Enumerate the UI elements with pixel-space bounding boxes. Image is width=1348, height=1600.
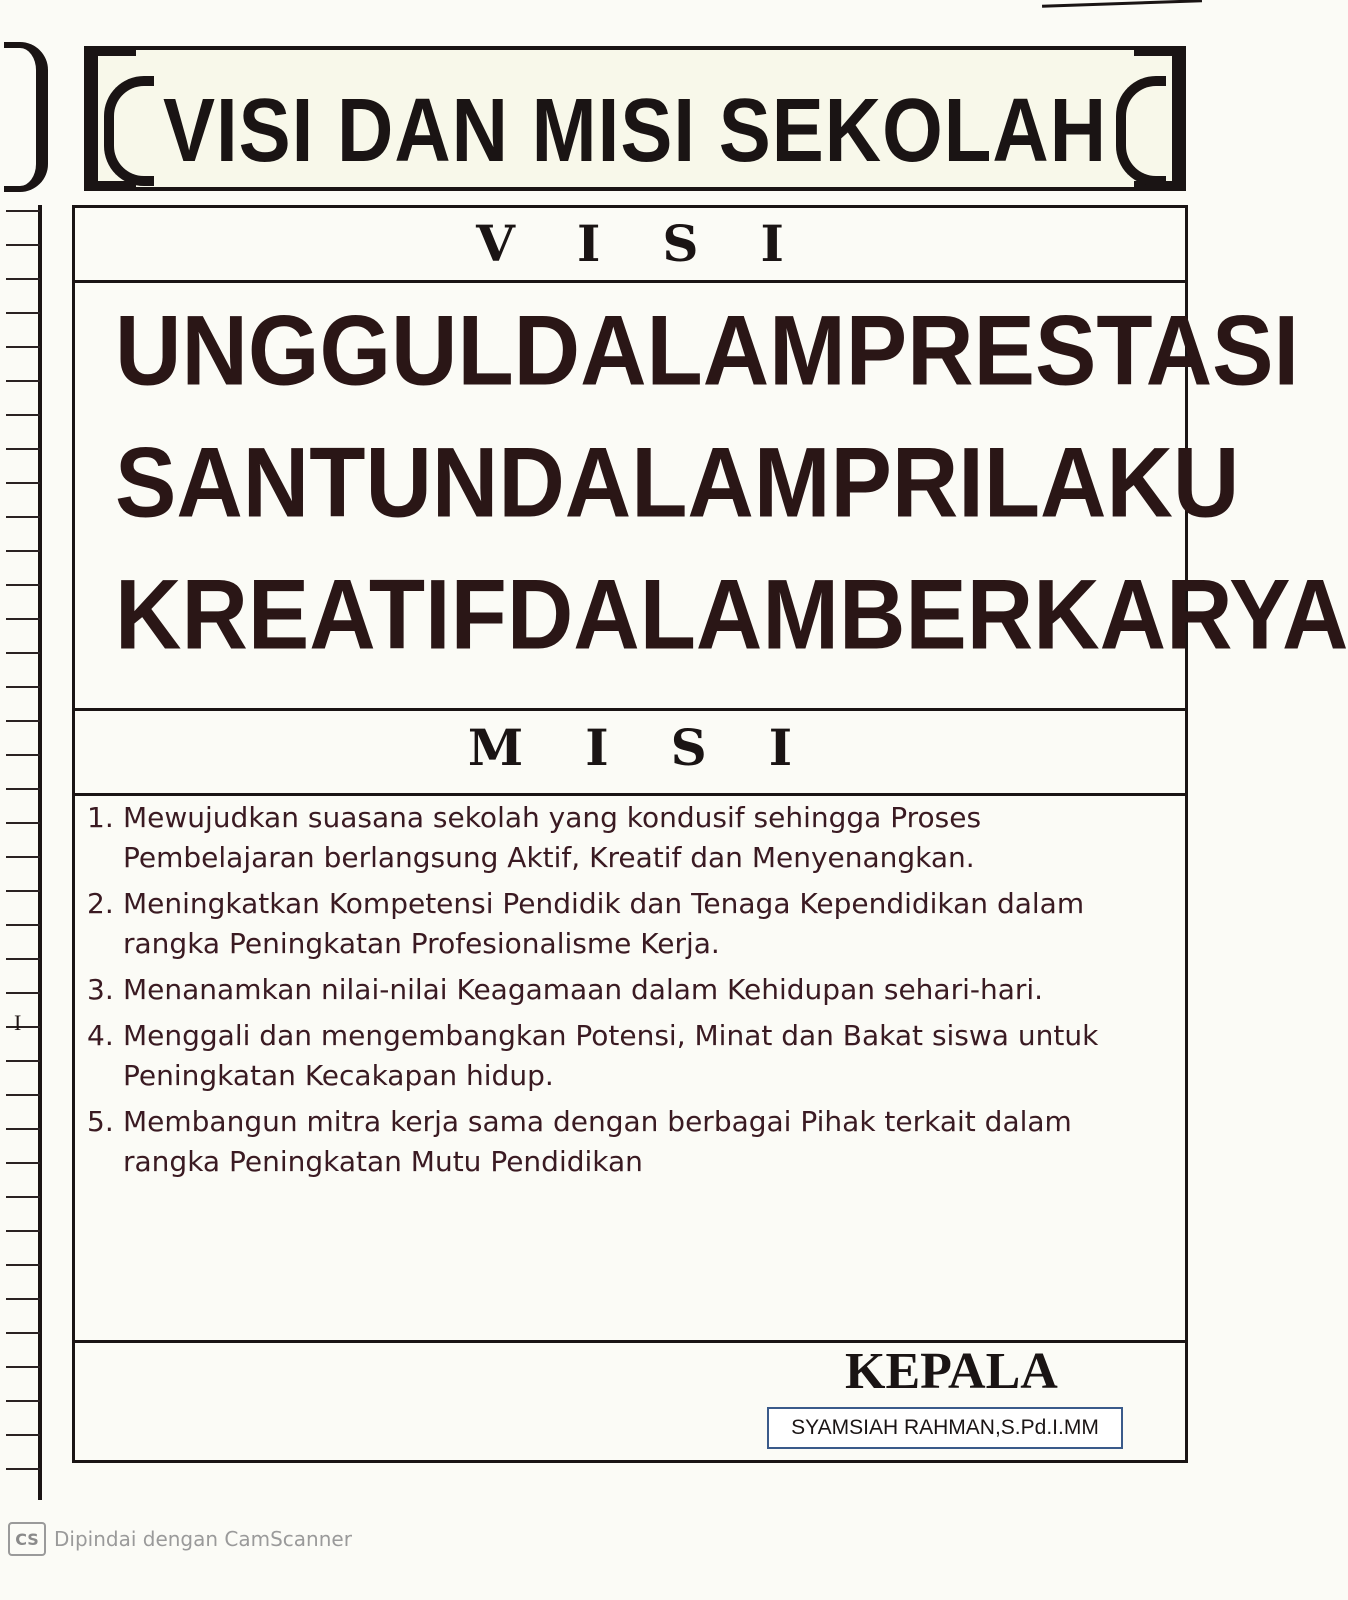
list-item: [87, 884, 1167, 964]
list-item-text: Menanamkan nilai-nilai Keagamaan dalam Kehidupan sehari-hari.: [123, 973, 1044, 1006]
scanner-watermark: [8, 1522, 352, 1556]
visi-word: KREATIF: [115, 559, 507, 670]
divider: [75, 793, 1185, 796]
margin-tick: [6, 618, 40, 620]
margin-tick: [6, 244, 40, 246]
visi-word: SANTUN: [115, 427, 499, 538]
margin-tick: [6, 1298, 40, 1300]
list-item: [87, 1102, 1167, 1182]
margin-tick: [6, 1400, 40, 1402]
margin-tick: [6, 1332, 40, 1334]
visi-word: DALAM: [513, 295, 846, 406]
visi-word: PRESTASI: [845, 295, 1300, 406]
margin-tick: [6, 890, 40, 892]
list-item-number: 4.: [87, 1019, 114, 1052]
margin-tick: [6, 924, 40, 926]
margin-tick: [6, 720, 40, 722]
margin-tick: [6, 754, 40, 756]
margin-tick: [6, 1264, 40, 1266]
margin-tick: [6, 1468, 40, 1470]
margin-tick: [6, 1434, 40, 1436]
visi-line-1: [115, 292, 1300, 411]
scan-edge-mark: [1042, 0, 1202, 8]
margin-tick: [6, 1060, 40, 1062]
margin-tick: [6, 958, 40, 960]
margin-tick: [6, 652, 40, 654]
visi-word: PRILAKU: [830, 427, 1240, 538]
visi-line-2: [115, 424, 1240, 543]
visi-line-3: [115, 556, 1348, 675]
left-bracket-decoration: [4, 42, 48, 192]
visi-word: UNGGUL: [115, 295, 514, 406]
signature-name: SYAMSIAH RAHMAN,S.Pd.I.MM: [791, 1416, 1099, 1439]
list-item-text: Mewujudkan suasana sekolah yang kondusif sehingga Proses Pembelajaran berlangsung Aktif, Kreatif dan Menyenangkan.: [123, 801, 982, 874]
divider: [75, 280, 1185, 283]
visi-word: BERKARYA: [838, 559, 1348, 670]
margin-tick: [6, 516, 40, 518]
misi-heading: MISI: [467, 718, 855, 777]
margin-tick: [6, 1196, 40, 1198]
list-item-number: 5.: [87, 1105, 114, 1138]
page-title: VISI DAN MISI SEKOLAH: [162, 79, 1108, 181]
margin-tick: [6, 414, 40, 416]
margin-tick: [6, 346, 40, 348]
margin-tick: [6, 1128, 40, 1130]
signature-title: KEPALA: [845, 1343, 1058, 1400]
list-item-text: Menggali dan mengembangkan Potensi, Minat dan Bakat siswa untuk Peningkatan Kecakapan hidup.: [123, 1019, 1099, 1092]
left-margin-strip: [0, 0, 50, 1600]
margin-tick: [6, 550, 40, 552]
margin-tick: [6, 1026, 40, 1028]
list-item-text: Membangun mitra kerja sama dengan berbagai Pihak terkait dalam rangka Peningkatan Mutu Pendidikan: [123, 1105, 1072, 1178]
margin-tick: [6, 380, 40, 382]
margin-tick: [6, 1366, 40, 1368]
signature-name-box: [767, 1407, 1123, 1449]
list-item-number: 3.: [87, 973, 114, 1006]
margin-tick: [6, 1162, 40, 1164]
margin-tick: [6, 788, 40, 790]
visi-word: DALAM: [506, 559, 839, 670]
list-item: [87, 970, 1167, 1010]
margin-tick: [6, 856, 40, 858]
margin-tick: [6, 278, 40, 280]
margin-tick: [6, 686, 40, 688]
visi-word: DALAM: [498, 427, 831, 538]
margin-tick: [6, 448, 40, 450]
watermark-text: Dipindai dengan CamScanner: [54, 1527, 352, 1551]
margin-tick: [6, 312, 40, 314]
visi-heading: VISI: [476, 214, 846, 273]
list-item-number: 1.: [87, 801, 114, 834]
list-item-number: 2.: [87, 887, 114, 920]
margin-tick: [6, 1094, 40, 1096]
divider: [75, 708, 1185, 711]
header-banner: [84, 46, 1186, 191]
list-item: [87, 1016, 1167, 1096]
misi-list: [87, 798, 1167, 1188]
margin-mark: I: [14, 1010, 22, 1035]
left-rule-line: [38, 205, 42, 1500]
margin-tick: [6, 482, 40, 484]
margin-tick: [6, 992, 40, 994]
camscanner-logo-icon: CS: [8, 1522, 46, 1556]
margin-tick: [6, 210, 40, 212]
margin-tick: [6, 584, 40, 586]
margin-tick: [6, 1230, 40, 1232]
list-item-text: Meningkatkan Kompetensi Pendidik dan Tenaga Kependidikan dalam rangka Peningkatan Profesionalisme Kerja.: [123, 887, 1085, 960]
margin-tick: [6, 822, 40, 824]
list-item: [87, 798, 1167, 878]
content-frame: [72, 205, 1348, 1463]
